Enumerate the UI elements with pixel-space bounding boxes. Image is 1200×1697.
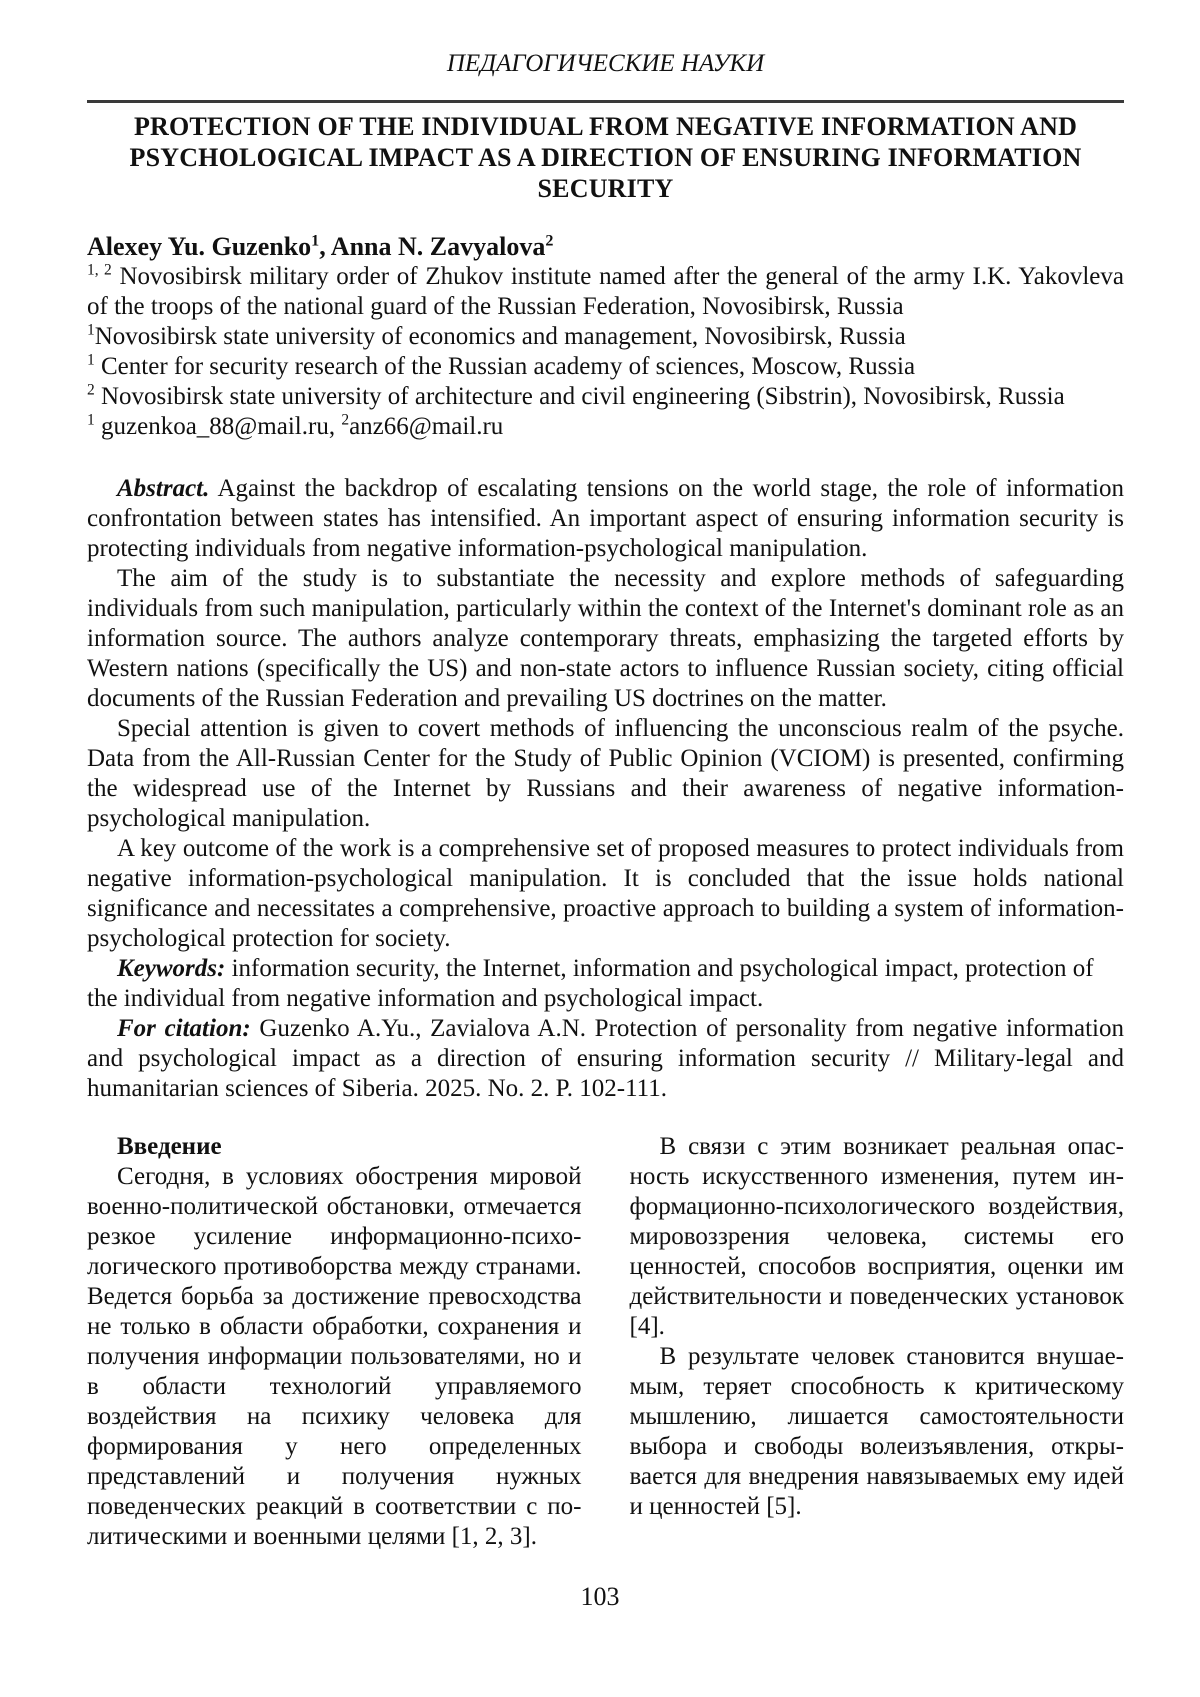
left-column <box>87 1132 582 1552</box>
abstract-paragraph-3: Special attention is given to covert methods of influencing the unconscious realm of the psyche. Data from the All-Russian Center for the Study of Public Opinion (VCIOM) is presented, confirming the widespread use of the Internet by Russians and their awareness of negative information-psychological manipulation. <box>87 715 1124 832</box>
affiliation-text: Center for security research of the Russian academy of sciences, Moscow, Russia <box>94 353 916 380</box>
left-column-paragraph-1: Сегодня, в условиях обострения мировой военно-политической обстановки, отмечается резкое усиление информационно-психологического противоборства между странами. Ведется борьба за достижение превосходства не только в области обработки, сохранения и получения информации пользователями, но и в области технологий управляемого воздействия на психику человека для формирования у него определенных представлений и получения нужных поведенческих реакций в соответствии с политическими и военными целями [1, 2, 3]. <box>87 1163 582 1550</box>
introduction-heading: Введение <box>117 1133 222 1160</box>
affiliation-text: Novosibirsk state university of economics and management, Novosibirsk, Russia <box>94 323 906 350</box>
abstract-block <box>87 474 1124 1104</box>
affiliation-marker: 1 <box>87 321 95 339</box>
affiliation-marker: 1, 2 <box>87 261 112 279</box>
abstract-text-1: Against the backdrop of escalating tensions on the world stage, the role of information confrontation between states has intensified. An important aspect of ensuring information security is protecting individuals from negative information-psychological manipulation. <box>87 475 1124 562</box>
right-column <box>630 1132 1125 1552</box>
author-marker-2: 2 <box>545 232 554 250</box>
citation-text: Guzenko A.Yu., Zavialova A.N. Protection of personality from negative information and psychological impact as a direction of ensuring information security // Military-legal and humanitarian sciences of Siberia. 2025. No. 2. P. 102-111. <box>87 1015 1125 1102</box>
author-marker-1: 1 <box>311 232 320 250</box>
journal-section-header: ПЕДАГОГИЧЕСКИЕ НАУКИ <box>446 50 765 77</box>
affiliation-marker: 2 <box>87 381 95 399</box>
affiliation-line <box>87 322 1124 352</box>
two-column-body <box>87 1132 1124 1552</box>
header-rule <box>87 100 1124 103</box>
abstract-label: Abstract. <box>117 475 210 502</box>
author-email-1: guzenkoa_88@mail.ru, <box>94 413 342 440</box>
email-marker-2: 2 <box>341 411 350 429</box>
affiliation-line <box>87 262 1124 322</box>
affiliation-text: Novosibirsk state university of architecture and civil engineering (Sibstrin), Novosibirsk, Russia <box>94 383 1065 410</box>
article-title: PROTECTION OF THE INDIVIDUAL FROM NEGATIVE INFORMATION AND PSYCHOLOGICAL IMPACT AS A DIRECTION OF ENSURING INFORMATION SECURITY <box>129 112 1082 203</box>
author-emails-line <box>87 412 1124 442</box>
citation-paragraph <box>87 1014 1124 1104</box>
affiliation-line <box>87 382 1124 412</box>
affiliation-text: Novosibirsk military order of Zhukov institute named after the general of the army I.K. Yakovleva of the troops of the national guard of the Russian Federation, Novosibirsk, Russia <box>87 263 1124 320</box>
author-email-2: anz66@mail.ru <box>349 413 504 440</box>
affiliation-marker: 1 <box>87 351 95 369</box>
keywords-text: information security, the Internet, information and psychological impact, protection of the individual from negative information and psychological impact. <box>87 955 1094 1012</box>
authors-line <box>87 232 1124 262</box>
author-name-2: Anna N. Zavyalova <box>330 232 546 261</box>
author-name-1: Alexey Yu. Guzenko <box>87 232 312 261</box>
right-column-paragraph-2: В результате человек становится внушаемым, теряет способность к критическому мышлению, лишается самостоятельности выбора и свободы волеизъявления, открывается для внедрения навязываемых ему идей и ценностей [5]. <box>629 1343 1124 1520</box>
page-number: 103 <box>580 1582 620 1611</box>
abstract-paragraph-1 <box>87 474 1124 564</box>
abstract-paragraph-2: The aim of the study is to substantiate the necessity and explore methods of safeguarding individuals from such manipulation, particularly within the context of the Internet's dominant role as an information source. The authors analyze contemporary threats, emphasizing the targeted efforts by Western nations (specifically the US) and non-state actors to influence Russian society, citing official documents of the Russian Federation and prevailing US doctrines on the matter. <box>87 565 1124 712</box>
email-marker-1: 1 <box>87 411 95 429</box>
keywords-label: Keywords: <box>117 955 226 982</box>
affiliations-block <box>87 262 1124 442</box>
right-column-paragraph-1: В связи с этим возникает реальная опасность искусственного изменения, путем информационно-психологического воздействия, мировоззрения человека, системы его ценностей, способов восприятия, оценки им действительности и поведенческих установок [4]. <box>629 1133 1124 1340</box>
keywords-paragraph <box>87 954 1124 1014</box>
affiliation-line <box>87 352 1124 382</box>
citation-label: For citation: <box>117 1015 251 1042</box>
abstract-paragraph-4: A key outcome of the work is a comprehensive set of proposed measures to protect individuals from negative information-psychological manipulation. It is concluded that the issue holds national significance and necessitates a comprehensive, proactive approach to building a system of information-psychological protection for society. <box>87 835 1124 952</box>
authors-separator: , <box>319 232 331 261</box>
